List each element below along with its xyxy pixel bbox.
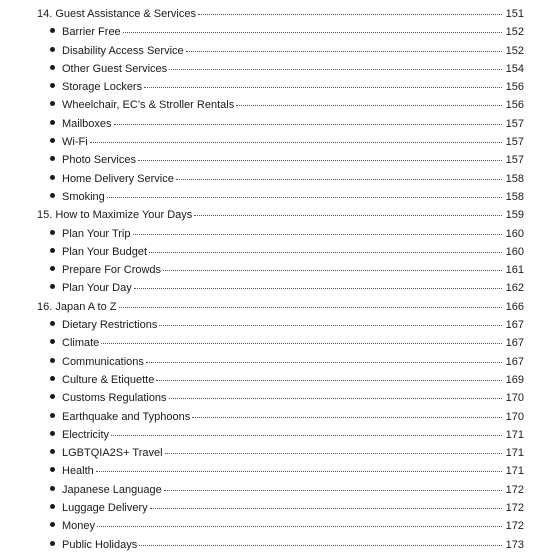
bullet-icon xyxy=(50,248,55,253)
bullet-icon xyxy=(50,65,55,70)
toc-entry-label: Money xyxy=(62,520,96,533)
dot-leader xyxy=(119,307,502,308)
dot-leader xyxy=(134,288,502,289)
toc-section-entry[interactable] xyxy=(37,42,524,60)
toc-page-number: 157 xyxy=(505,154,524,167)
toc-entry-label: Dietary Restrictions xyxy=(62,319,158,332)
bullet-icon xyxy=(50,156,55,161)
dot-leader xyxy=(163,270,502,271)
toc-page-number: 170 xyxy=(505,410,524,423)
toc-page-number: 160 xyxy=(505,245,524,258)
toc-section-entry[interactable] xyxy=(37,115,524,133)
toc-entry-label: Communications xyxy=(62,355,144,368)
toc-entry-label: 14. Guest Assistance & Services xyxy=(37,8,196,20)
toc-entry-label: 16. Japan A to Z xyxy=(37,300,117,313)
toc-section-entry[interactable] xyxy=(37,225,524,243)
toc-entry-label: Home Delivery Service xyxy=(62,172,174,185)
toc-page-number: 167 xyxy=(505,337,524,350)
dot-leader xyxy=(165,453,502,454)
toc-section-entry[interactable] xyxy=(37,188,524,206)
toc-section-entry[interactable] xyxy=(37,243,524,261)
toc-entry-label: Disability Access Service xyxy=(62,44,184,57)
toc-page-number: 171 xyxy=(505,447,524,460)
toc-entry-label: Barrier Free xyxy=(62,26,121,39)
toc-chapter-entry[interactable] xyxy=(37,298,524,316)
toc-entry-label: LGBTQIA2S+ Travel xyxy=(62,447,163,460)
toc-entry-label: Plan Your Day xyxy=(62,282,132,295)
toc-page-number: 161 xyxy=(505,264,524,277)
bullet-icon xyxy=(50,138,55,143)
toc-page-number: 158 xyxy=(505,172,524,185)
toc-page-number: 170 xyxy=(505,392,524,405)
toc-page-number: 152 xyxy=(505,26,524,39)
toc-page-number: 158 xyxy=(505,190,524,203)
toc-entry-label: Culture & Etiquette xyxy=(62,373,155,386)
dot-leader xyxy=(111,435,502,436)
bullet-icon xyxy=(50,321,55,326)
toc-section-entry[interactable] xyxy=(37,170,524,188)
dot-leader xyxy=(101,343,502,344)
toc-entry-label: 15. How to Maximize Your Days xyxy=(37,209,193,222)
dot-leader xyxy=(169,398,502,399)
bullet-icon xyxy=(50,541,55,546)
toc-entry-label: Plan Your Budget xyxy=(62,245,148,258)
dot-leader xyxy=(186,51,502,52)
toc-page-number: 172 xyxy=(505,502,524,515)
toc-page-number: 160 xyxy=(505,227,524,240)
toc-section-entry[interactable] xyxy=(37,444,524,462)
dot-leader xyxy=(138,160,502,161)
dot-leader xyxy=(159,325,502,326)
toc-page-number: 157 xyxy=(505,136,524,149)
toc-section-entry[interactable] xyxy=(37,96,524,114)
toc-entry-label: Electricity xyxy=(62,428,110,441)
toc-chapter-entry[interactable] xyxy=(37,206,524,224)
toc-section-entry[interactable] xyxy=(37,60,524,78)
toc-section-entry[interactable] xyxy=(37,517,524,535)
toc-section-entry[interactable] xyxy=(37,389,524,407)
dot-leader xyxy=(192,417,502,418)
toc-section-entry[interactable] xyxy=(37,334,524,352)
dot-leader xyxy=(198,14,502,15)
toc-page-number: 152 xyxy=(505,44,524,57)
bullet-icon xyxy=(50,193,55,198)
toc-section-entry[interactable] xyxy=(37,426,524,444)
bullet-icon xyxy=(50,83,55,88)
bullet-icon xyxy=(50,358,55,363)
toc-page-number: 166 xyxy=(505,300,524,313)
bullet-icon xyxy=(50,431,55,436)
bullet-icon xyxy=(50,413,55,418)
dot-leader xyxy=(150,508,502,509)
dot-leader xyxy=(96,471,502,472)
toc-entry-label: Photo Services xyxy=(62,154,136,167)
bullet-icon xyxy=(50,120,55,125)
dot-leader xyxy=(146,362,502,363)
toc-section-entry[interactable] xyxy=(37,133,524,151)
bullet-icon xyxy=(50,504,55,509)
toc-section-entry[interactable] xyxy=(37,316,524,334)
toc-entry-label: Storage Lockers xyxy=(62,81,143,94)
toc-section-entry[interactable] xyxy=(37,536,524,554)
toc-section-entry[interactable] xyxy=(37,151,524,169)
dot-leader xyxy=(90,142,502,143)
toc-section-entry[interactable] xyxy=(37,481,524,499)
toc-section-entry[interactable] xyxy=(37,499,524,517)
toc-page-number: 159 xyxy=(505,209,524,222)
toc-section-entry[interactable] xyxy=(37,261,524,279)
toc-page-number: 157 xyxy=(505,117,524,130)
table-of-contents xyxy=(37,5,524,554)
dot-leader xyxy=(133,234,503,235)
toc-page-number: 172 xyxy=(505,483,524,496)
toc-section-entry[interactable] xyxy=(37,353,524,371)
toc-entry-label: Prepare For Crowds xyxy=(62,264,162,277)
toc-section-entry[interactable] xyxy=(37,462,524,480)
dot-leader xyxy=(97,526,502,527)
toc-entry-label: Climate xyxy=(62,337,100,350)
toc-page-number: 173 xyxy=(505,538,524,551)
toc-page-number: 162 xyxy=(505,282,524,295)
toc-entry-label: Luggage Delivery xyxy=(62,502,148,515)
toc-chapter-entry[interactable] xyxy=(37,5,524,23)
toc-entry-label: Other Guest Services xyxy=(62,62,168,75)
bullet-icon xyxy=(50,339,55,344)
dot-leader xyxy=(149,252,502,253)
dot-leader xyxy=(156,380,502,381)
bullet-icon xyxy=(50,522,55,527)
toc-page-number: 151 xyxy=(505,8,524,20)
bullet-icon xyxy=(50,28,55,33)
dot-leader xyxy=(144,87,502,88)
toc-section-entry[interactable] xyxy=(37,23,524,41)
toc-page-number: 169 xyxy=(505,373,524,386)
bullet-icon xyxy=(50,230,55,235)
toc-page-number: 156 xyxy=(505,81,524,94)
toc-page-number: 154 xyxy=(505,62,524,75)
toc-page-number: 156 xyxy=(505,99,524,112)
bullet-icon xyxy=(50,284,55,289)
bullet-icon xyxy=(50,376,55,381)
toc-section-entry[interactable] xyxy=(37,371,524,389)
dot-leader xyxy=(236,105,502,106)
toc-entry-label: Plan Your Trip xyxy=(62,227,131,240)
dot-leader xyxy=(176,179,502,180)
bullet-icon xyxy=(50,175,55,180)
toc-entry-label: Wi-Fi xyxy=(62,136,88,149)
toc-entry-label: Earthquake and Typhoons xyxy=(62,410,191,423)
bullet-icon xyxy=(50,101,55,106)
toc-entry-label: Japanese Language xyxy=(62,483,162,496)
bullet-icon xyxy=(50,394,55,399)
toc-entry-label: Health xyxy=(62,465,94,478)
toc-section-entry[interactable] xyxy=(37,408,524,426)
toc-page-number: 171 xyxy=(505,428,524,441)
dot-leader xyxy=(123,32,502,33)
toc-page-number: 167 xyxy=(505,355,524,368)
toc-entry-label: Mailboxes xyxy=(62,117,112,130)
dot-leader xyxy=(164,490,502,491)
bullet-icon xyxy=(50,467,55,472)
toc-page-number: 167 xyxy=(505,319,524,332)
dot-leader xyxy=(139,545,502,546)
dot-leader xyxy=(194,215,502,216)
dot-leader xyxy=(169,69,502,70)
toc-page-number: 172 xyxy=(505,520,524,533)
dot-leader xyxy=(107,197,502,198)
toc-section-entry[interactable] xyxy=(37,279,524,297)
toc-entry-label: Smoking xyxy=(62,190,105,203)
bullet-icon xyxy=(50,47,55,52)
toc-entry-label: Public Holidays xyxy=(62,538,138,551)
bullet-icon xyxy=(50,266,55,271)
bullet-icon xyxy=(50,486,55,491)
toc-entry-label: Wheelchair, EC’s & Stroller Rentals xyxy=(62,99,235,112)
toc-section-entry[interactable] xyxy=(37,78,524,96)
dot-leader xyxy=(114,124,502,125)
toc-page-number: 171 xyxy=(505,465,524,478)
toc-entry-label: Customs Regulations xyxy=(62,392,167,405)
bullet-icon xyxy=(50,449,55,454)
